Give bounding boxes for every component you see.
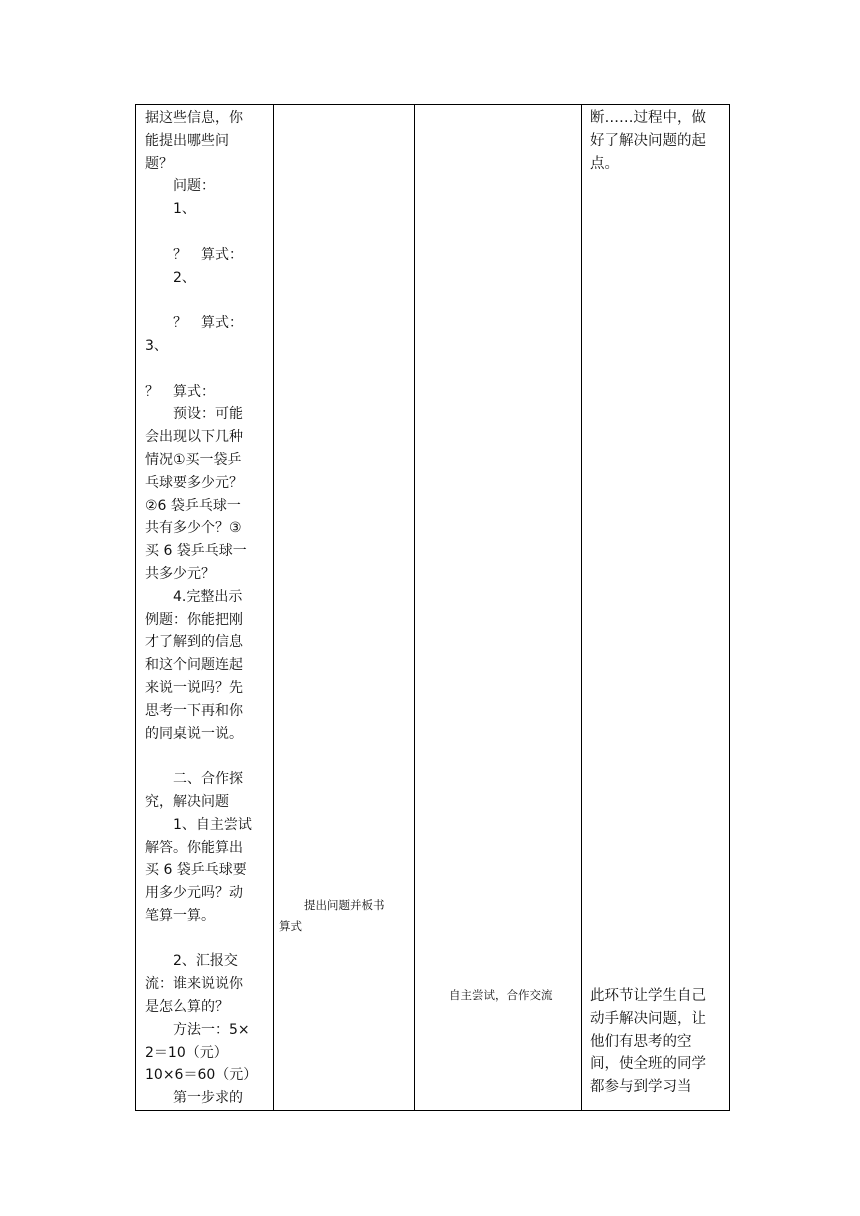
text-line: 是怎么算的？: [145, 999, 229, 1016]
text-line: 买 6 袋乒乓球要: [145, 862, 247, 879]
blank-line: [145, 745, 273, 768]
text-line: ？ 算式：: [173, 246, 243, 263]
blank-line: [145, 358, 273, 381]
text-line: 点。: [590, 155, 619, 172]
text-line: 1、自主尝试: [173, 816, 252, 833]
text-line: 2、汇报交: [173, 953, 238, 970]
text-line: 才了解到的信息: [145, 634, 243, 651]
text-line: 会出现以下几种: [145, 429, 243, 446]
text-line: 用多少元吗？动: [145, 885, 243, 902]
text-line: 和这个问题连起: [145, 657, 243, 674]
text-line: 例题：你能把刚: [145, 611, 243, 628]
text-line: ？ 算式：: [173, 315, 243, 332]
blank-line: [145, 221, 273, 244]
blank-line: [145, 289, 273, 312]
text-line: 都参与到学习当: [590, 1079, 692, 1096]
text-line: 二、合作探: [173, 771, 243, 788]
text-line: ？ 算式：: [145, 383, 215, 400]
text-line: 2＝10（元）: [145, 1044, 228, 1061]
text-line: 提出问题并板书: [304, 898, 385, 912]
text-line: 题？: [145, 155, 173, 172]
text-line: 10×6＝60（元）: [145, 1067, 258, 1084]
text-line: 情况①买一袋乒: [145, 451, 242, 468]
text-line: 4.完整出示: [173, 588, 243, 605]
blank-line: [145, 928, 273, 951]
text-line: 来说一说吗？先: [145, 679, 243, 696]
text-line: 的同桌说一说。: [145, 725, 243, 742]
text-line: 动手解决问题，让: [590, 1010, 706, 1027]
text-line: 3、: [145, 337, 168, 354]
text-line: 预设：可能: [173, 406, 243, 423]
text-line: 算式: [279, 919, 302, 933]
text-line: 问题：: [173, 178, 215, 195]
text-line: 乓球要多少元？: [145, 474, 243, 491]
text-line: 共有多少个？③: [145, 520, 242, 537]
text-line: 究，解决问题: [145, 793, 229, 810]
text-line: 断……过程中，做: [590, 110, 706, 126]
text-line: 买 6 袋乒乓球一: [145, 543, 247, 560]
text-line: 好了解决问题的起: [590, 132, 706, 149]
text-line: 共多少元？: [145, 565, 215, 582]
text-line: 笔算一算。: [145, 907, 215, 924]
lesson-plan-table: [135, 104, 730, 1111]
text-line: 2、: [173, 269, 196, 286]
text-line: 此环节让学生自己: [590, 988, 706, 1004]
design-intent-top: [582, 105, 729, 175]
text-line: 据这些信息，你: [145, 110, 243, 126]
student-activity-cell: [415, 105, 582, 1111]
text-line: 间，使全班的同学: [590, 1056, 706, 1073]
student-note: 自主尝试，合作交流: [449, 988, 553, 1002]
table-row: [136, 105, 730, 1111]
design-intent-cell: [582, 105, 730, 1111]
teaching-process-cell: [136, 105, 274, 1111]
text-line: 1、: [173, 201, 196, 218]
text-line: 能提出哪些问: [145, 132, 229, 149]
design-intent-bottom: [590, 985, 706, 1099]
teacher-note: [279, 895, 385, 937]
text-line: 他们有思考的空: [590, 1033, 692, 1050]
text-line: ②6 袋乒乓球一: [145, 497, 241, 514]
teacher-activity-cell: [274, 105, 415, 1111]
text-line: 解答。你能算出: [145, 839, 243, 856]
text-line: 流：谁来说说你: [145, 976, 243, 993]
text-line: 思考一下再和你: [145, 702, 243, 719]
text-line: 第一步求的: [173, 1090, 243, 1107]
text-line: 方法一：5×: [173, 1021, 250, 1038]
